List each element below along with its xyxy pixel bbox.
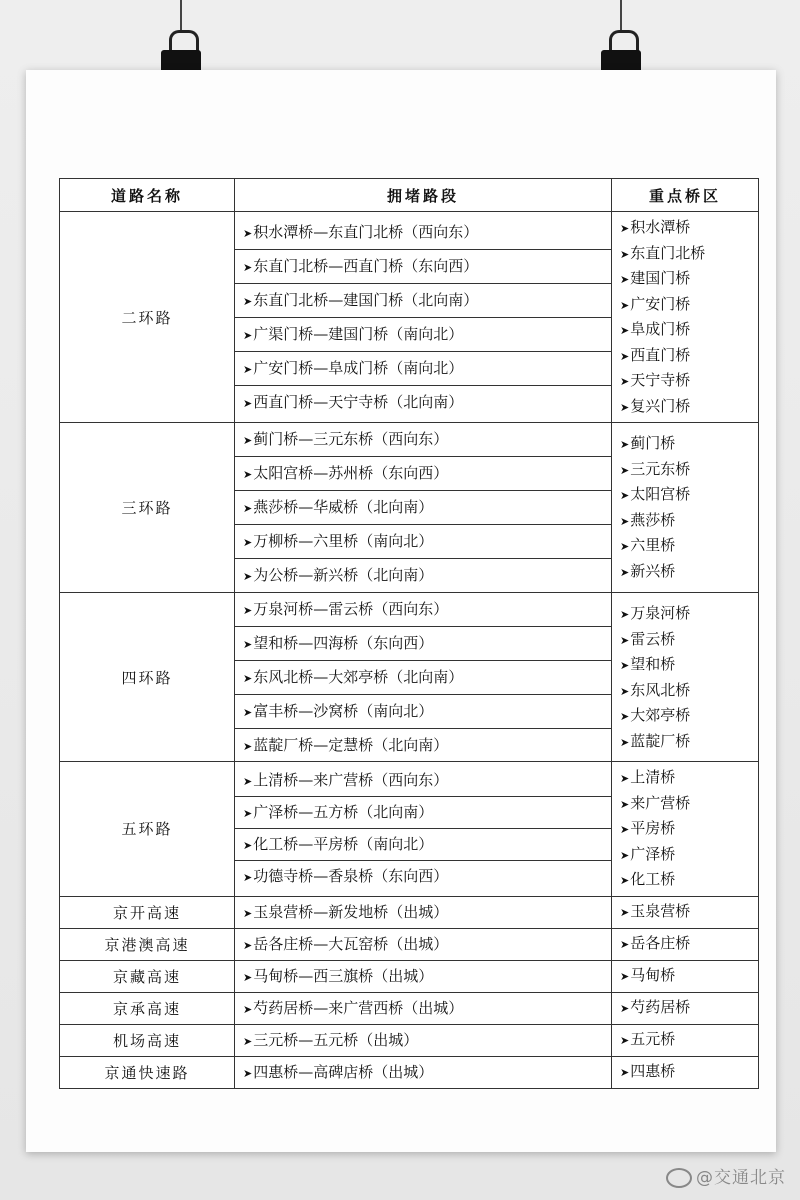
segment-text: 玉泉营桥—新发地桥（出城） bbox=[253, 902, 449, 921]
segment-item bbox=[235, 318, 611, 352]
bridge-text: 东风北桥 bbox=[630, 680, 691, 699]
hanging-string-left bbox=[180, 0, 182, 32]
bullet-arrow-icon: ➤ bbox=[620, 970, 630, 984]
bullet-arrow-icon: ➤ bbox=[620, 797, 630, 811]
bullet-arrow-icon: ➤ bbox=[243, 672, 253, 685]
key-bridges-cell bbox=[612, 928, 759, 960]
bridge-text: 广泽桥 bbox=[630, 844, 676, 863]
bridge-text: 三元东桥 bbox=[630, 459, 691, 478]
segment-text: 东直门北桥—西直门桥（东向西） bbox=[253, 256, 479, 275]
road-name-cell: 五环路 bbox=[60, 762, 235, 897]
bridge-item bbox=[620, 482, 758, 508]
table-header-row bbox=[60, 179, 759, 212]
bridge-item bbox=[620, 241, 758, 267]
segment-text: 四惠桥—高碑店桥（出城） bbox=[253, 1062, 434, 1081]
segment-item bbox=[235, 1057, 611, 1088]
bridge-text: 万泉河桥 bbox=[630, 604, 691, 622]
segment-item bbox=[235, 797, 611, 829]
segment-item bbox=[235, 250, 611, 284]
segments-cell bbox=[235, 928, 612, 960]
bridge-item bbox=[620, 508, 758, 534]
bridge-item bbox=[620, 995, 758, 1021]
bullet-arrow-icon: ➤ bbox=[620, 1034, 630, 1048]
bridge-item bbox=[620, 431, 758, 457]
segments-cell bbox=[235, 1056, 612, 1088]
table-row bbox=[60, 928, 759, 960]
bullet-arrow-icon: ➤ bbox=[620, 298, 630, 312]
header-key-bridges: 重点桥区 bbox=[612, 179, 759, 212]
bullet-arrow-icon: ➤ bbox=[620, 1066, 630, 1080]
bullet-arrow-icon: ➤ bbox=[620, 735, 630, 749]
segments-cell bbox=[235, 1024, 612, 1056]
bridge-text: 西直门桥 bbox=[630, 345, 691, 364]
bridge-text: 化工桥 bbox=[630, 870, 676, 888]
bullet-arrow-icon: ➤ bbox=[620, 874, 630, 887]
bullet-arrow-icon: ➤ bbox=[243, 1002, 253, 1016]
bridge-text: 天宁寺桥 bbox=[630, 371, 691, 389]
segment-text: 蓟门桥—三元东桥（西向东） bbox=[253, 430, 449, 448]
congestion-table-part1 bbox=[59, 178, 759, 763]
segment-text: 万柳桥—六里桥（南向北） bbox=[253, 532, 434, 550]
bridge-item bbox=[620, 816, 758, 842]
key-bridges-cell bbox=[612, 762, 759, 897]
bridge-item bbox=[620, 343, 758, 369]
segment-item bbox=[235, 216, 611, 250]
segment-item bbox=[235, 861, 611, 892]
road-name-cell: 京港澳高速 bbox=[60, 928, 235, 960]
segment-text: 马甸桥—西三旗桥（出城） bbox=[253, 966, 434, 985]
segment-text: 三元桥—五元桥（出城） bbox=[253, 1030, 419, 1049]
bridge-item bbox=[620, 791, 758, 817]
segment-item bbox=[235, 661, 611, 695]
bullet-arrow-icon: ➤ bbox=[620, 1002, 630, 1016]
bridge-text: 马甸桥 bbox=[630, 966, 676, 985]
header-road-name: 道路名称 bbox=[60, 179, 235, 212]
watermark-text: @交通北京 bbox=[696, 1168, 786, 1188]
segment-item bbox=[235, 729, 611, 762]
table-row bbox=[60, 1024, 759, 1056]
bridge-item bbox=[620, 559, 758, 585]
table-row bbox=[60, 762, 759, 897]
bridge-text: 蓝靛厂桥 bbox=[630, 731, 691, 750]
key-bridges-cell bbox=[612, 212, 759, 423]
bridge-item bbox=[620, 842, 758, 868]
bullet-arrow-icon: ➤ bbox=[243, 740, 253, 753]
segment-item bbox=[235, 695, 611, 729]
bridge-text: 大郊亭桥 bbox=[630, 706, 691, 724]
segment-item bbox=[235, 491, 611, 525]
table-row bbox=[60, 423, 759, 593]
bullet-arrow-icon: ➤ bbox=[620, 772, 630, 785]
segment-item bbox=[235, 423, 611, 457]
table-row bbox=[60, 992, 759, 1024]
bridge-text: 蓟门桥 bbox=[630, 434, 676, 452]
bridge-text: 上清桥 bbox=[630, 768, 676, 786]
bullet-arrow-icon: ➤ bbox=[620, 906, 630, 920]
bridge-text: 东直门北桥 bbox=[630, 243, 706, 262]
bullet-arrow-icon: ➤ bbox=[243, 604, 253, 617]
bridge-item bbox=[620, 292, 758, 318]
bridge-text: 建国门桥 bbox=[630, 269, 691, 287]
bridge-text: 平房桥 bbox=[630, 819, 676, 837]
bridge-text: 岳各庄桥 bbox=[630, 934, 691, 953]
segment-item bbox=[235, 993, 611, 1024]
bullet-arrow-icon: ➤ bbox=[620, 247, 630, 261]
bridge-item bbox=[620, 867, 758, 893]
bullet-arrow-icon: ➤ bbox=[243, 871, 253, 885]
bridge-text: 复兴门桥 bbox=[630, 396, 691, 415]
segments-cell bbox=[235, 896, 612, 928]
bridge-text: 四惠桥 bbox=[630, 1062, 676, 1081]
segment-item bbox=[235, 627, 611, 661]
bridge-item bbox=[620, 394, 758, 420]
segment-text: 太阳宫桥—苏州桥（东向西） bbox=[253, 464, 449, 482]
segment-item bbox=[235, 765, 611, 797]
segment-text: 东风北桥—大郊亭桥（北向南） bbox=[253, 668, 464, 686]
segment-item bbox=[235, 829, 611, 861]
segment-item bbox=[235, 593, 611, 627]
bullet-arrow-icon: ➤ bbox=[243, 839, 253, 853]
bridge-text: 阜成门桥 bbox=[630, 320, 691, 338]
segment-item bbox=[235, 352, 611, 386]
bullet-arrow-icon: ➤ bbox=[620, 823, 630, 836]
segment-text: 富丰桥—沙窝桥（南向北） bbox=[253, 702, 434, 720]
segment-item bbox=[235, 386, 611, 419]
bridge-text: 太阳宫桥 bbox=[630, 485, 691, 503]
bullet-arrow-icon: ➤ bbox=[243, 434, 253, 447]
segment-item bbox=[235, 284, 611, 318]
bullet-arrow-icon: ➤ bbox=[620, 710, 630, 723]
segment-text: 广安门桥—阜成门桥（南向北） bbox=[253, 358, 464, 377]
bridge-text: 广安门桥 bbox=[630, 294, 691, 313]
bridge-text: 六里桥 bbox=[630, 536, 676, 554]
bridge-item bbox=[620, 368, 758, 394]
road-name-cell: 机场高速 bbox=[60, 1024, 235, 1056]
segment-text: 东直门北桥—建国门桥（北向南） bbox=[253, 290, 479, 309]
segment-text: 化工桥—平房桥（南向北） bbox=[253, 835, 434, 854]
bridge-item bbox=[620, 1027, 758, 1053]
bridge-item bbox=[620, 765, 758, 791]
segment-text: 上清桥—来广营桥（西向东） bbox=[253, 771, 449, 790]
segments-cell bbox=[235, 762, 612, 897]
key-bridges-cell bbox=[612, 1024, 759, 1056]
bullet-arrow-icon: ➤ bbox=[243, 468, 253, 481]
table-row bbox=[60, 960, 759, 992]
segment-text: 广泽桥—五方桥（北向南） bbox=[253, 803, 434, 822]
bullet-arrow-icon: ➤ bbox=[620, 565, 630, 579]
bridge-item bbox=[620, 652, 758, 678]
bullet-arrow-icon: ➤ bbox=[243, 906, 253, 920]
segment-text: 广渠门桥—建国门桥（南向北） bbox=[253, 324, 464, 343]
paper-sheet bbox=[26, 70, 776, 1152]
key-bridges-cell bbox=[612, 1056, 759, 1088]
bullet-arrow-icon: ➤ bbox=[243, 362, 253, 376]
weibo-watermark bbox=[666, 1163, 786, 1188]
segment-text: 望和桥—四海桥（东向西） bbox=[253, 634, 434, 652]
segment-text: 功德寺桥—香泉桥（东向西） bbox=[253, 867, 449, 886]
bullet-arrow-icon: ➤ bbox=[620, 463, 630, 477]
bullet-arrow-icon: ➤ bbox=[243, 502, 253, 515]
bullet-arrow-icon: ➤ bbox=[620, 633, 630, 647]
bullet-arrow-icon: ➤ bbox=[620, 608, 630, 621]
table-row bbox=[60, 212, 759, 423]
key-bridges-cell bbox=[612, 423, 759, 593]
bullet-arrow-icon: ➤ bbox=[243, 775, 253, 789]
bridge-item bbox=[620, 678, 758, 704]
segment-text: 燕莎桥—华威桥（北向南） bbox=[253, 498, 434, 516]
bridge-item bbox=[620, 729, 758, 755]
bridge-text: 来广营桥 bbox=[630, 793, 691, 812]
segment-text: 为公桥—新兴桥（北向南） bbox=[253, 566, 434, 584]
segment-text: 岳各庄桥—大瓦窑桥（出城） bbox=[253, 934, 449, 953]
bridge-item bbox=[620, 1059, 758, 1085]
bullet-arrow-icon: ➤ bbox=[243, 260, 253, 274]
segment-item bbox=[235, 559, 611, 592]
bridge-text: 新兴桥 bbox=[630, 561, 676, 580]
segment-item bbox=[235, 961, 611, 992]
segments-cell bbox=[235, 593, 612, 763]
bullet-arrow-icon: ➤ bbox=[243, 1066, 253, 1080]
bridge-item bbox=[620, 627, 758, 653]
bullet-arrow-icon: ➤ bbox=[243, 938, 253, 952]
bullet-arrow-icon: ➤ bbox=[620, 349, 630, 363]
segment-item bbox=[235, 897, 611, 928]
segment-text: 西直门桥—天宁寺桥（北向南） bbox=[253, 392, 464, 411]
road-name-cell: 京承高速 bbox=[60, 992, 235, 1024]
bullet-arrow-icon: ➤ bbox=[620, 375, 630, 388]
bullet-arrow-icon: ➤ bbox=[620, 438, 630, 451]
bullet-arrow-icon: ➤ bbox=[243, 1034, 253, 1048]
road-name-cell: 京开高速 bbox=[60, 896, 235, 928]
segments-cell bbox=[235, 423, 612, 593]
segment-text: 芍药居桥—来广营西桥（出城） bbox=[253, 998, 464, 1017]
segments-cell bbox=[235, 992, 612, 1024]
bridge-item bbox=[620, 457, 758, 483]
bullet-arrow-icon: ➤ bbox=[243, 536, 253, 549]
hanging-string-right bbox=[620, 0, 622, 32]
bridge-text: 燕莎桥 bbox=[630, 510, 676, 529]
congestion-table-part2 bbox=[59, 761, 759, 1089]
bridge-item bbox=[620, 317, 758, 343]
bullet-arrow-icon: ➤ bbox=[620, 324, 630, 337]
bullet-arrow-icon: ➤ bbox=[620, 540, 630, 553]
header-congested-section: 拥堵路段 bbox=[235, 179, 612, 212]
bridge-item bbox=[620, 703, 758, 729]
bullet-arrow-icon: ➤ bbox=[243, 970, 253, 984]
bullet-arrow-icon: ➤ bbox=[620, 222, 630, 235]
bullet-arrow-icon: ➤ bbox=[243, 807, 253, 821]
segments-cell bbox=[235, 212, 612, 423]
segment-item bbox=[235, 1025, 611, 1056]
bullet-arrow-icon: ➤ bbox=[620, 489, 630, 502]
bullet-arrow-icon: ➤ bbox=[620, 684, 630, 698]
road-name-cell: 三环路 bbox=[60, 423, 235, 593]
bullet-arrow-icon: ➤ bbox=[620, 938, 630, 952]
key-bridges-cell bbox=[612, 992, 759, 1024]
bullet-arrow-icon: ➤ bbox=[620, 514, 630, 528]
bridge-text: 积水潭桥 bbox=[630, 218, 691, 236]
road-name-cell: 二环路 bbox=[60, 212, 235, 423]
bridge-item bbox=[620, 931, 758, 957]
bullet-arrow-icon: ➤ bbox=[243, 638, 253, 651]
key-bridges-cell bbox=[612, 960, 759, 992]
bullet-arrow-icon: ➤ bbox=[243, 328, 253, 342]
bridge-item bbox=[620, 266, 758, 292]
bullet-arrow-icon: ➤ bbox=[620, 273, 630, 286]
table-row bbox=[60, 593, 759, 763]
key-bridges-cell bbox=[612, 593, 759, 763]
bridge-text: 五元桥 bbox=[630, 1030, 676, 1049]
bridge-item bbox=[620, 963, 758, 989]
bridge-text: 玉泉营桥 bbox=[630, 902, 691, 921]
segments-cell bbox=[235, 960, 612, 992]
bridge-text: 雷云桥 bbox=[630, 629, 676, 648]
table-row bbox=[60, 896, 759, 928]
bullet-arrow-icon: ➤ bbox=[620, 848, 630, 862]
road-name-cell: 京通快速路 bbox=[60, 1056, 235, 1088]
bullet-arrow-icon: ➤ bbox=[243, 226, 253, 240]
bullet-arrow-icon: ➤ bbox=[243, 706, 253, 719]
bullet-arrow-icon: ➤ bbox=[620, 400, 630, 414]
bullet-arrow-icon: ➤ bbox=[243, 396, 253, 410]
bullet-arrow-icon: ➤ bbox=[620, 659, 630, 672]
bridge-text: 芍药居桥 bbox=[630, 998, 691, 1017]
bridge-item bbox=[620, 215, 758, 241]
table-row bbox=[60, 1056, 759, 1088]
bullet-arrow-icon: ➤ bbox=[243, 294, 253, 308]
bullet-arrow-icon: ➤ bbox=[243, 570, 253, 583]
segment-item bbox=[235, 457, 611, 491]
key-bridges-cell bbox=[612, 896, 759, 928]
weibo-icon bbox=[666, 1168, 692, 1188]
segment-text: 万泉河桥—雷云桥（西向东） bbox=[253, 600, 449, 618]
segment-text: 蓝靛厂桥—定慧桥（北向南） bbox=[253, 736, 449, 754]
bridge-item bbox=[620, 899, 758, 925]
segment-item bbox=[235, 929, 611, 960]
segment-item bbox=[235, 525, 611, 559]
bridge-item bbox=[620, 601, 758, 627]
segment-text: 积水潭桥—东直门北桥（西向东） bbox=[253, 222, 479, 241]
bridge-text: 望和桥 bbox=[630, 655, 676, 673]
road-name-cell: 四环路 bbox=[60, 593, 235, 763]
road-name-cell: 京藏高速 bbox=[60, 960, 235, 992]
bridge-item bbox=[620, 533, 758, 559]
